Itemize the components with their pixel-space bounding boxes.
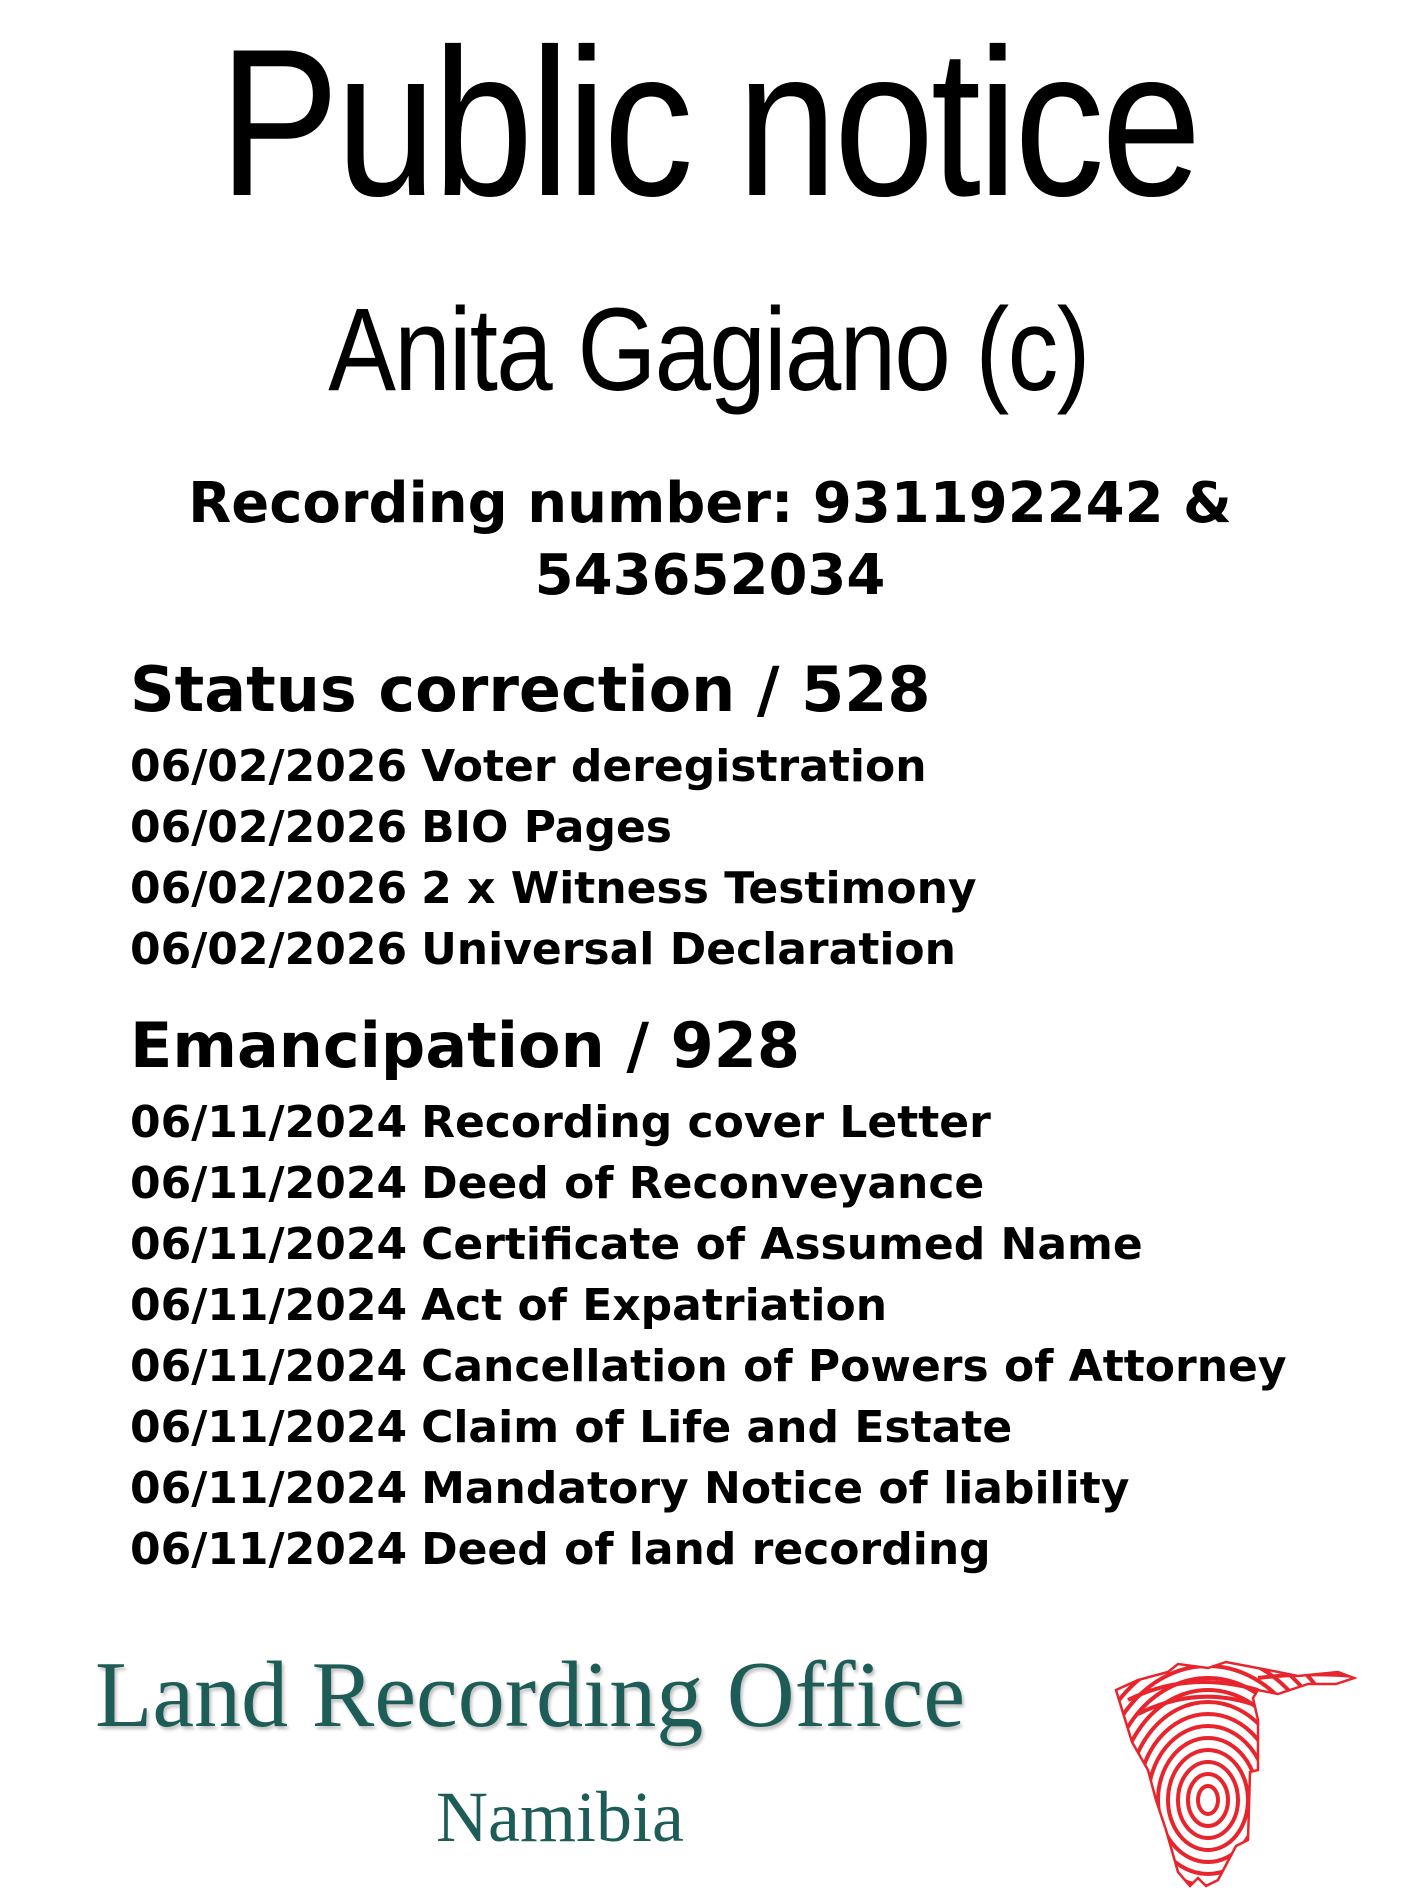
section-emancipation: [130, 1008, 1330, 1580]
entry-date: 06/11/2024: [130, 1341, 408, 1392]
list-item: [130, 1397, 1330, 1458]
entry-text: Claim of Life and Estate: [421, 1402, 1013, 1453]
recording-number-line-2: 543652034: [534, 543, 886, 608]
list-item: [130, 1336, 1330, 1397]
entry-date: 06/11/2024: [130, 1219, 408, 1270]
office-name: Land Recording Office: [95, 1643, 966, 1747]
namibia-map-fingerprint-icon: [1108, 1650, 1358, 1890]
entry-text: Mandatory Notice of liability: [421, 1463, 1130, 1514]
section-heading: Emancipation / 928: [130, 1009, 801, 1082]
entry-date: 06/11/2024: [130, 1463, 408, 1514]
entry-text: BIO Pages: [421, 802, 672, 853]
list-item: [130, 858, 1330, 919]
entry-date: 06/11/2024: [130, 1097, 408, 1148]
entry-text: Cancellation of Powers of Attorney: [421, 1341, 1287, 1392]
entry-date: 06/11/2024: [130, 1280, 408, 1331]
entry-text: Voter deregistration: [421, 741, 927, 792]
entry-date: 06/02/2026: [130, 802, 408, 853]
entry-date: 06/02/2026: [130, 863, 408, 914]
entry-text: 2 x Witness Testimony: [421, 863, 977, 914]
entry-date: 06/02/2026: [130, 741, 408, 792]
list-item: [130, 736, 1330, 797]
entry-text: Deed of land recording: [421, 1524, 991, 1575]
entry-text: Recording cover Letter: [421, 1097, 991, 1148]
office-country: Namibia: [436, 1777, 684, 1857]
recording-number: [140, 468, 1280, 612]
list-item: [130, 1214, 1330, 1275]
entry-text: Universal Declaration: [421, 924, 956, 975]
entry-text: Deed of Reconveyance: [421, 1158, 985, 1209]
entry-date: 06/11/2024: [130, 1524, 408, 1575]
list-item: [130, 1092, 1330, 1153]
list-item: [130, 1153, 1330, 1214]
list-item: [130, 797, 1330, 858]
entry-date: 06/11/2024: [130, 1402, 408, 1453]
recording-number-line-1: Recording number: 931192242 &: [188, 471, 1232, 536]
notice-title: Public notice: [218, 5, 1199, 240]
list-item: [130, 1458, 1330, 1519]
list-item: [130, 919, 1330, 980]
section-heading: Status correction / 528: [130, 653, 931, 726]
entry-text: Act of Expatriation: [421, 1280, 888, 1331]
list-item: [130, 1519, 1330, 1580]
entry-text: Certificate of Assumed Name: [421, 1219, 1143, 1270]
list-item: [130, 1275, 1330, 1336]
section-status-correction: [130, 652, 1330, 980]
entry-date: 06/02/2026: [130, 924, 408, 975]
owner-name: Anita Gagiano (c): [328, 284, 1089, 416]
entry-date: 06/11/2024: [130, 1158, 408, 1209]
